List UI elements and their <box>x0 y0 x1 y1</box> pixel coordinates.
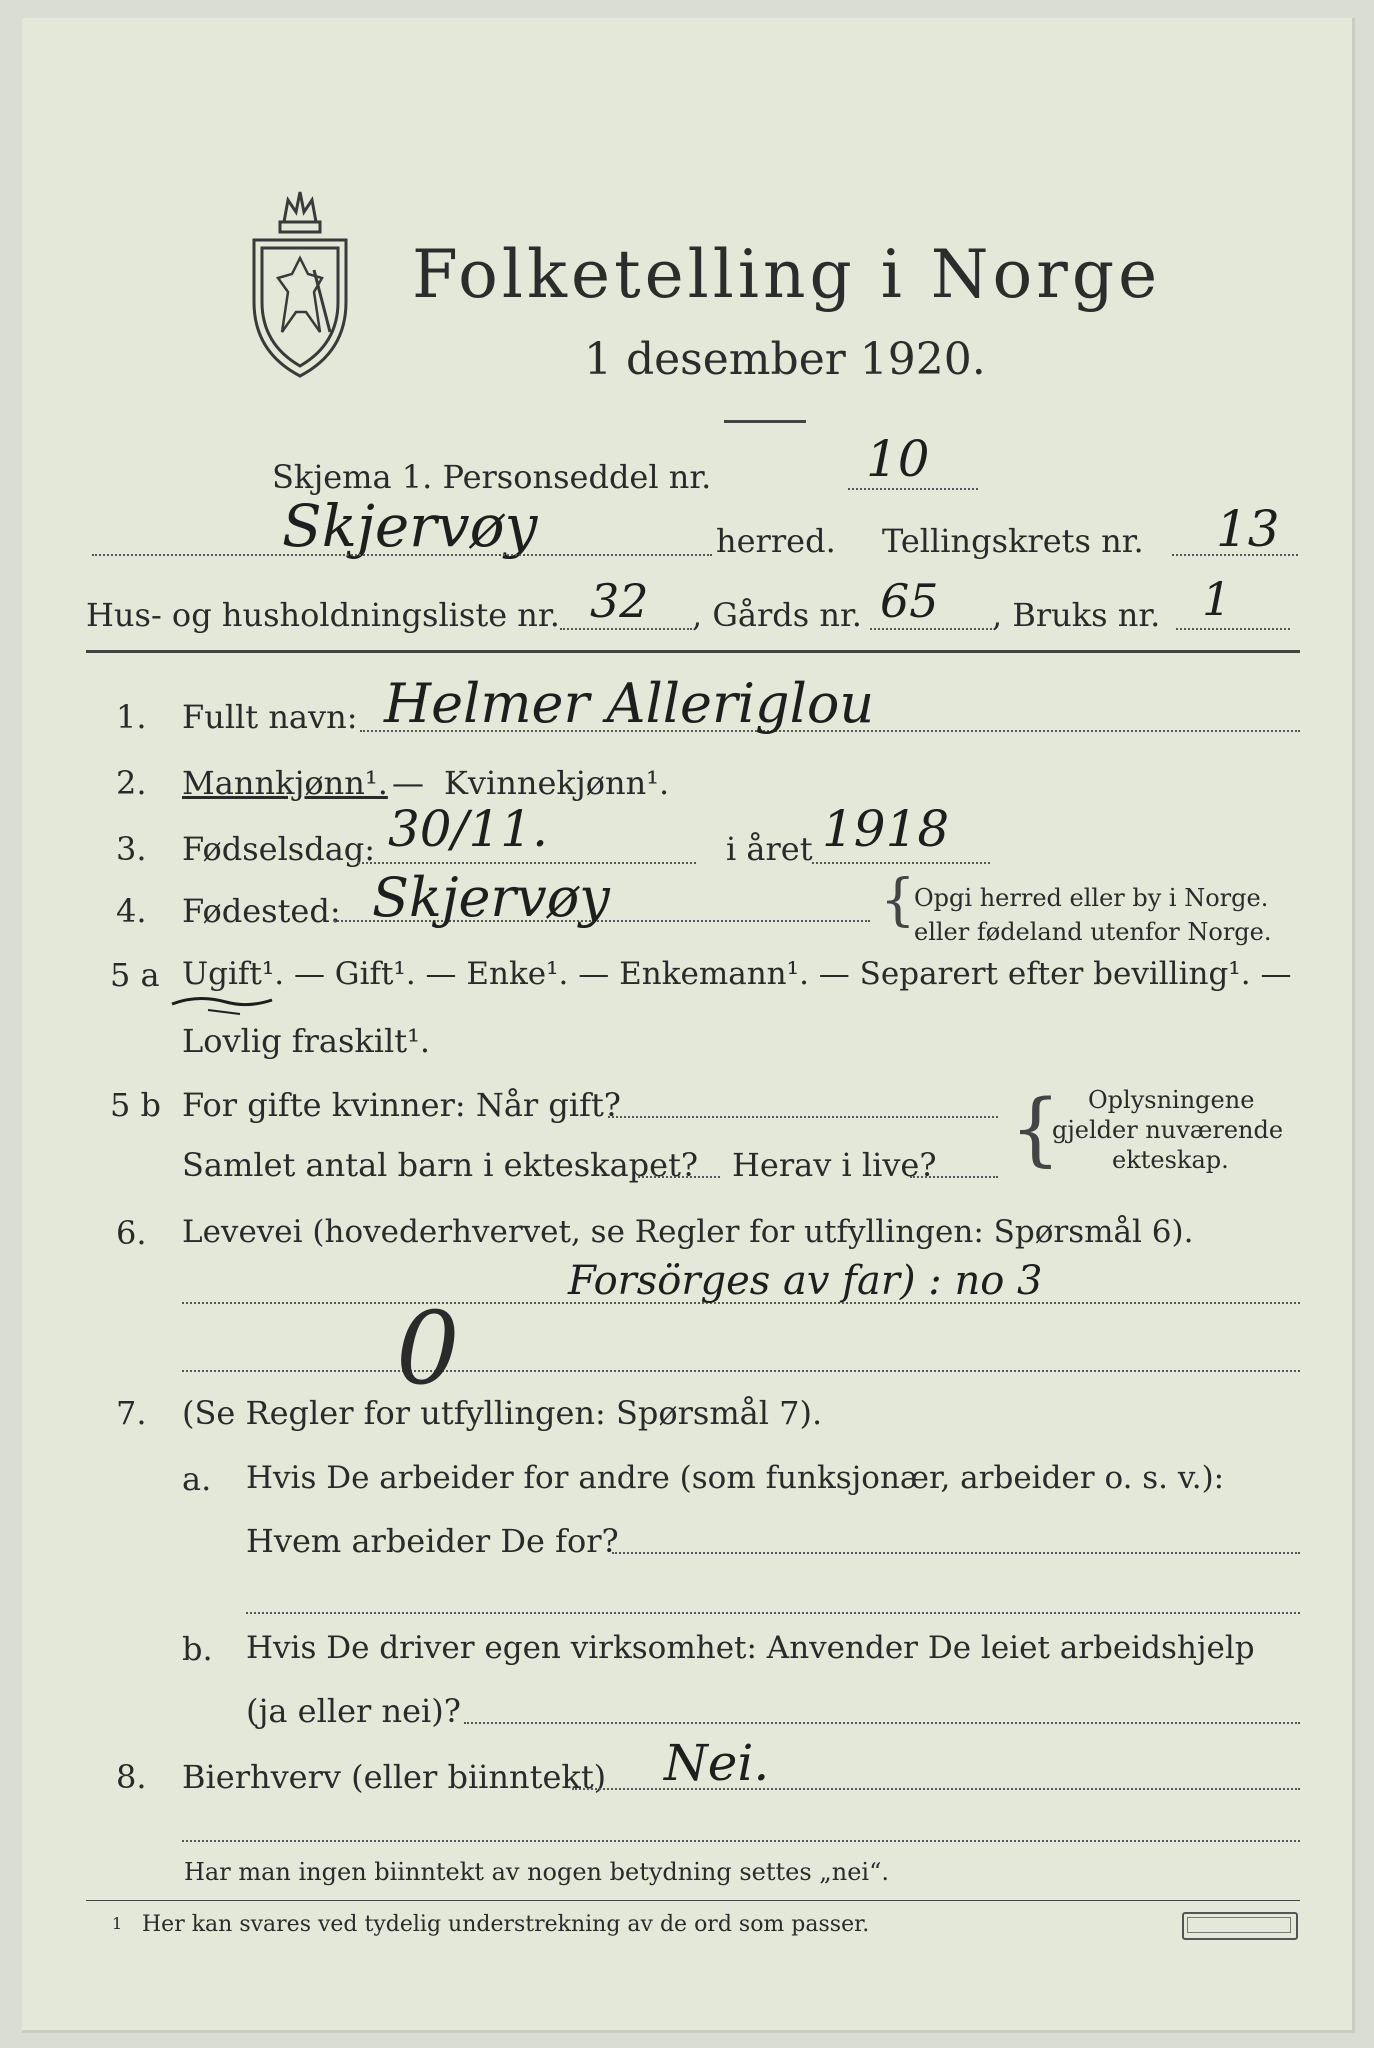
footnote-text: Her kan svares ved tydelig understrekning av de ord som passer. <box>142 1912 870 1937</box>
tellingskrets-value: 13 <box>1216 500 1280 558</box>
q7b-number: b. <box>182 1630 213 1668</box>
q7b-line <box>464 1722 1300 1724</box>
bruks-label: , Bruks nr. <box>992 596 1161 634</box>
footnote-rule <box>86 1900 1300 1901</box>
q3-date-line <box>358 862 696 864</box>
q5b-note-line2: gjelder nuværende <box>1052 1116 1284 1144</box>
q4-note-line2: eller fødeland utenfor Norge. <box>914 918 1272 946</box>
q3-birthdate-value: 30/11. <box>388 800 548 858</box>
q4-label: Fødested: <box>182 892 341 930</box>
q5b-barn-label: Samlet antal barn i ekteskapet? <box>182 1146 699 1184</box>
skjema-label: Skjema 1. Personseddel nr. <box>272 458 712 496</box>
q3-number: 3. <box>116 830 147 868</box>
q6-margin-mark: 0 <box>396 1290 460 1407</box>
footnote-number: 1 <box>112 1914 123 1933</box>
q5b-nar-gift-line <box>608 1116 998 1118</box>
q8-label: Bierhverv (eller biinntekt) <box>182 1758 607 1796</box>
q8-number: 8. <box>116 1758 147 1796</box>
q7b-ja-nei-label: (ja eller nei)? <box>246 1692 461 1730</box>
q4-brace: { <box>880 868 916 933</box>
gards-value: 65 <box>880 574 939 628</box>
q2-male-option: Mannkjønn¹. <box>182 764 388 802</box>
header-separator-rule <box>86 650 1300 653</box>
hus-line <box>560 628 692 630</box>
gards-label: , Gårds nr. <box>692 596 862 634</box>
q7a-hvem-label: Hvem arbeider De for? <box>246 1522 619 1560</box>
q7a-number: a. <box>182 1460 212 1498</box>
q7b-question: Hvis De driver egen virksomhet: Anvender De leiet arbeidshjelp <box>246 1630 1255 1666</box>
q7-number: 7. <box>116 1394 147 1432</box>
tellingskrets-label: Tellingskrets nr. <box>882 522 1144 560</box>
printer-stamp-inner <box>1187 1917 1291 1933</box>
q7a-line2 <box>246 1612 1300 1614</box>
q5b-live-label: Herav i live? <box>732 1146 937 1184</box>
skjema-number-value: 10 <box>866 430 930 488</box>
q1-label: Fullt navn: <box>182 698 358 736</box>
q5b-barn-line <box>638 1176 720 1178</box>
ugift-underline-mark <box>168 990 278 1024</box>
form-title: Folketelling i Norge <box>412 236 1162 313</box>
herred-name-value: Skjervøy <box>282 492 538 560</box>
q1-full-name-value: Helmer Alleriglou <box>384 672 875 735</box>
q5b-number: 5 b <box>110 1086 162 1124</box>
q7a-question: Hvis De arbeider for andre (som funksjonær, arbeider o. s. v.): <box>246 1460 1225 1496</box>
q6-occupation-value: Forsörges av far) : no 3 <box>568 1258 1043 1304</box>
q3-label: Fødselsdag: <box>182 830 376 868</box>
q4-note-line1: Opgi herred eller by i Norge. <box>914 884 1269 912</box>
q4-number: 4. <box>116 892 147 930</box>
q2-female-option: Kvinnekjønn¹. <box>444 764 670 802</box>
q6-number: 6. <box>116 1214 147 1252</box>
q2-number: 2. <box>116 764 147 802</box>
skjema-number-line <box>848 488 978 490</box>
q1-number: 1. <box>116 698 147 736</box>
form-date: 1 desember 1920. <box>584 334 986 385</box>
q8-line2 <box>182 1840 1300 1842</box>
q7-label: (Se Regler for utfyllingen: Spørsmål 7). <box>182 1394 823 1432</box>
q5b-brace: { <box>1010 1082 1061 1175</box>
q8-value: Nei. <box>664 1734 770 1792</box>
biinntekt-note: Har man ingen biinntekt av nogen betydning settes „nei“. <box>184 1858 889 1886</box>
hus-value: 32 <box>590 574 649 628</box>
herred-label: herred. <box>716 522 836 560</box>
hus-label: Hus- og husholdningsliste nr. <box>86 596 560 634</box>
q3-year-line <box>812 862 990 864</box>
q5b-note-line3: ekteskap. <box>1112 1146 1229 1174</box>
q2-separator: — <box>392 764 424 802</box>
gards-line <box>870 628 992 630</box>
bruks-line <box>1176 628 1290 630</box>
bruks-value: 1 <box>1202 572 1232 626</box>
q5a-lovlig-fraskilt: Lovlig fraskilt¹. <box>182 1022 431 1060</box>
q5a-number: 5 a <box>110 956 160 994</box>
title-divider <box>724 420 806 423</box>
q5b-note-line1: Oplysningene <box>1088 1086 1255 1114</box>
herred-line <box>92 554 712 556</box>
q6-label: Levevei (hovederhvervet, se Regler for utfyllingen: Spørsmål 6). <box>182 1214 1194 1250</box>
q4-birthplace-value: Skjervøy <box>372 866 610 929</box>
q5b-nar-gift-label: For gifte kvinner: Når gift? <box>182 1086 621 1124</box>
q6-line2 <box>182 1370 1300 1372</box>
q5a-options: Ugift¹. — Gift¹. — Enke¹. — Enkemann¹. — Separert efter bevilling¹. — <box>182 956 1292 992</box>
norway-coat-of-arms-icon <box>244 182 356 382</box>
q3-year-label: i året <box>726 830 813 868</box>
q3-birth-year-value: 1918 <box>822 800 950 858</box>
q5b-live-line <box>910 1176 998 1178</box>
q7a-line1 <box>612 1552 1300 1554</box>
